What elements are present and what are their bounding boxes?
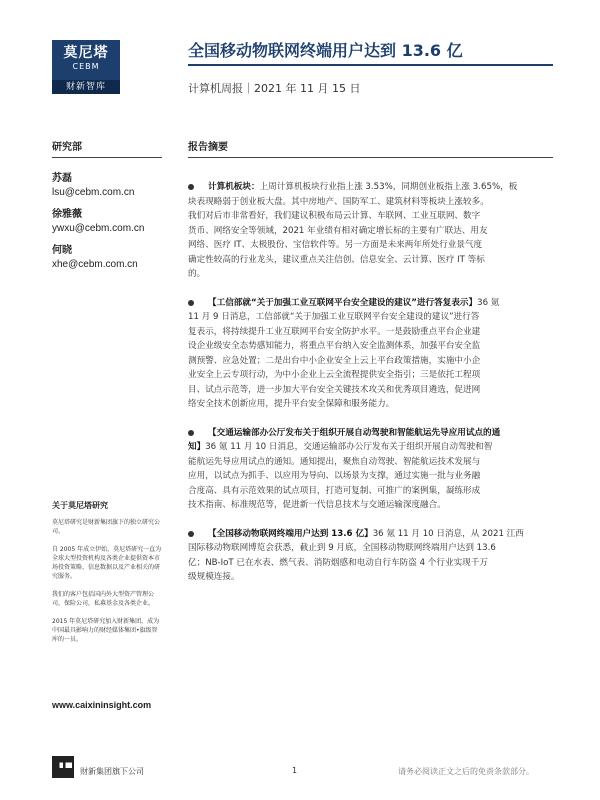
summary-item [188,180,553,282]
item-line: 络安全技术创新应用，提升平台安全保障和服务能力。 [188,399,395,409]
analyst-email[interactable]: lsu@cebm.com.cn [52,187,135,198]
about-paragraph: 自 2005 年成立伊始，莫尼塔研究一直为全球大型投资机构及各类企业提供资本市场投资策略、信息数据以及产业相关的研究服务。 [52,546,162,580]
item-line: 目、试点示范等，进一步加大平台安全关键技术攻关和优秀项目遴选，促进网 [188,384,481,395]
item-line: 设企业级安全态势感知能力，将重点平台纳入安全监测体系，加强平台安全监 [188,341,481,351]
summary-item [188,527,553,585]
title-divider [188,64,553,66]
summary-item [188,426,553,513]
item-line: 国际移动物联网博览会获悉，截止到 9 月底，全国移动物联网终端用户达到 13.6 [188,543,496,553]
report-subtitle: 计算机周报｜2021 年 11 月 15 日 [188,82,361,95]
item-line: 测预警、应急处置；二是出台中小企业安全上云上平台政策措施，实施中小企 [188,355,481,366]
item-lead: 计算机板块： [208,182,260,192]
item-lead-end: 知】 [188,442,206,452]
about-paragraph: 2015 年莫尼塔研究加入财新集团，成为中国最具影响力的财经媒体集团•旗级智库的一员。 [52,618,160,643]
analyst-email[interactable]: ywxu@cebm.com.cn [52,223,145,234]
item-line: 技术指南、标准规范等，促进新一代信息技术与交通运输深度融合。 [188,500,446,510]
item-lead: 【交通运输部办公厅发布关于组织开展自动驾驶和智能航运先导应用试点的通 [208,427,501,438]
item-line: 业安全上云专项行动，为中小企业上云全流程提供安全指引；三是依托工程项 [188,370,481,380]
item-line: 36 氪 11 月 10 日消息，交通运输部办公厅发布关于组织开展自动驾驶和智 [205,442,493,452]
website-link[interactable]: www.caixininsight.com [52,700,152,710]
item-line: 应用，以试点为抓手、以应用为导向、以场景为支撑，通过实施一批与业务融 [188,471,481,481]
bullet-icon [188,430,194,436]
about-section [52,500,162,653]
item-line: 合度高、具有示范效果的试点项目，打造可复制、可推广的案例集，凝练形成 [188,485,481,496]
analyst-name: 何晓 [52,245,72,256]
item-lead-tail: 36 氪 [477,297,500,308]
sidebar-heading: 研究部 [52,138,162,158]
logo-sub-text: CEBM [72,62,100,71]
bullet-icon [188,300,194,306]
summary-item [188,296,553,412]
item-lead: 【工信部就“关于加强工业互联网平台安全建设的建议”进行答复表示】 [208,297,478,308]
item-line: 复表示，将持续提升工业互联网平台安全防护水平。一是鼓励重点平台企业建 [188,326,481,337]
bullet-icon [188,531,194,537]
analyst-2 [52,208,182,235]
item-line: 块表现略弱于创业板大盘。其中房地产、国防军工、建筑材料等板块上涨较多。 [188,196,489,207]
item-line: 网络、医疗 IT、太极股份、宝信软件等。另一方面是未来两年所处行业景气度 [188,240,483,250]
analyst-name: 徐雅薇 [52,209,82,220]
page-number: 1 [292,766,298,775]
item-line: 亿；NB-IoT 已在水表、燃气表、消防烟感和电动自行车防盗 4 个行业实现千万 [188,557,488,568]
summary-heading: 报告摘要 [188,138,553,158]
item-line: 级规模连接。 [188,572,240,582]
item-line: 的。 [188,269,206,279]
about-title: 关于莫尼塔研究 [52,501,108,510]
bullet-icon [188,184,194,190]
item-lead-tail: 36 氪 11 月 10 日消息，从 2021 江西 [372,528,524,539]
footer-company: 财新集团旗下公司 [80,767,144,776]
cebm-logo [52,40,120,94]
logo-bottom-text: 财新智库 [52,80,120,94]
item-line: 上周计算机板块行业指上涨 3.53%，同期创业板指上涨 3.65%，板 [259,182,518,192]
item-line: 确定性较高的行业龙头，建议重点关注信创、信息安全、云计算、医疗 IT 等标 [188,254,485,265]
analyst-1 [52,172,182,199]
item-line: 能航运先导应用试点的通知。通知提出，聚焦自动驾驶、智能航运技术发展与 [188,456,481,467]
item-line: 我们对后市非常看好，我们建议积极布局云计算、车联网、工业互联网、数字 [188,211,481,221]
page-title: 全国移动物联网终端用户达到 13.6 亿 [188,41,463,60]
item-lead: 【全国移动物联网终端用户达到 13.6 亿】 [208,528,373,539]
analyst-name: 苏磊 [52,173,72,184]
about-paragraph: 我们的客户包括国内外大型资产管理公司，保险公司，私募基金及各类企业。 [52,591,155,607]
item-line: 货币、网络安全等领域，2021 年业绩有相对确定增长标的主要有广联达、用友 [188,225,488,236]
analyst-3 [52,244,182,271]
analyst-email[interactable]: xhe@cebm.com.cn [52,259,138,270]
about-paragraph: 莫尼塔研究是财新集团旗下的独立研究公司。 [52,519,161,535]
footer-disclaimer: 请务必阅读正文之后的免责条款部分。 [398,767,534,776]
qr-code-icon [52,756,74,778]
item-line: 11 月 9 日消息，工信部就“关于加强工业互联网平台安全建设的建议”进行答 [188,312,480,322]
logo-main-text: 莫尼塔 [63,45,109,61]
summary-body [188,180,553,599]
